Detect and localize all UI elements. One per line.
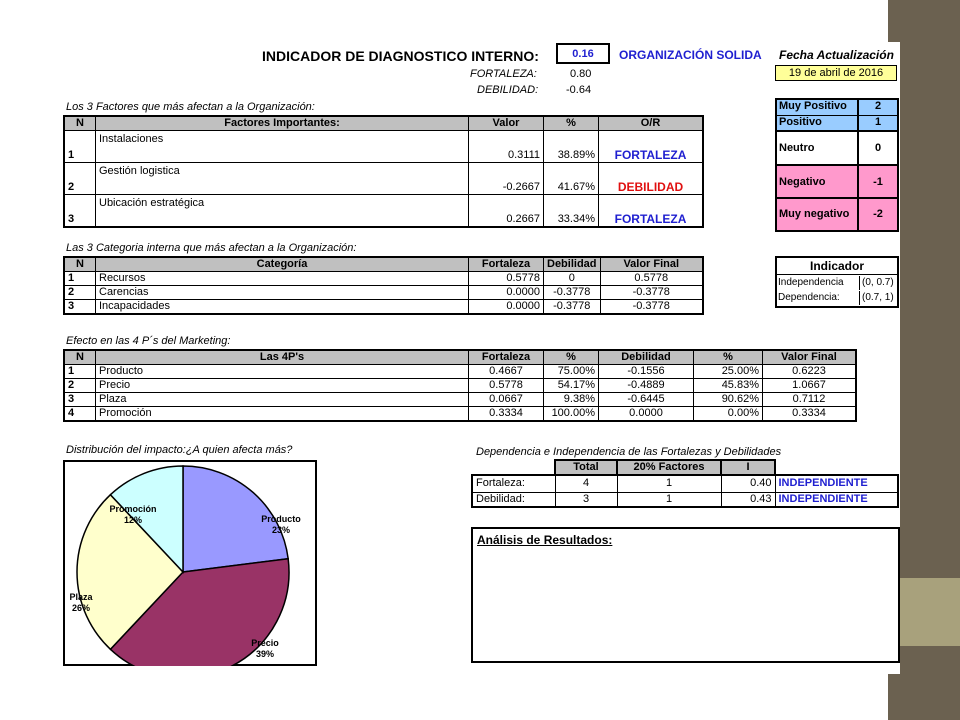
column-header: I <box>721 460 775 475</box>
fortaleza-value: 0.80 <box>570 68 592 80</box>
pie-label-plaza: Plaza 26% <box>69 592 93 613</box>
analisis-box <box>471 527 900 663</box>
table-row <box>64 272 703 286</box>
table-row <box>64 379 856 393</box>
column-header: Factores Importantes: <box>96 116 469 131</box>
table-row <box>64 407 856 422</box>
marketing-debilidad: -0.1556 <box>599 365 694 379</box>
dependencia-result: INDEPENDIENTE <box>775 492 898 507</box>
marketing-pct2: 90.62% <box>694 393 763 407</box>
factor-or: FORTALEZA <box>599 131 704 163</box>
scale-legend <box>775 98 899 232</box>
factor-name: Instalaciones <box>96 131 469 163</box>
categories-table <box>63 256 704 315</box>
dependencia-i: 0.40 <box>721 475 775 492</box>
factors-caption: Los 3 Factores que más afectan a la Organización: <box>66 101 315 113</box>
row-number: 4 <box>64 407 96 422</box>
table-header-row <box>64 257 703 272</box>
indicador-label: Independencia <box>778 277 844 288</box>
row-number: 1 <box>64 365 96 379</box>
dependencia-label: Debilidad: <box>472 492 555 507</box>
empty-header <box>775 460 898 475</box>
marketing-pct2: 25.00% <box>694 365 763 379</box>
marketing-pct1: 54.17% <box>544 379 599 393</box>
table-row <box>64 393 856 407</box>
marketing-caption: Efecto en las 4 P´s del Marketing: <box>66 335 231 347</box>
slide-sidebar-accent <box>900 578 960 646</box>
dependencia-i: 0.43 <box>721 492 775 507</box>
dependencia-factores: 1 <box>617 475 721 492</box>
table-row <box>472 475 898 492</box>
row-number: 1 <box>64 272 96 286</box>
pie-label-precio: Precio 39% <box>251 638 279 659</box>
column-header: Debilidad <box>544 257 601 272</box>
row-number: 3 <box>64 393 96 407</box>
marketing-pct1: 100.00% <box>544 407 599 422</box>
factor-or: FORTALEZA <box>599 195 704 227</box>
table-header-row <box>472 460 898 475</box>
column-header: % <box>694 350 763 365</box>
fecha-box <box>775 65 897 81</box>
scale-label: Positivo <box>777 116 859 132</box>
row-number: 2 <box>64 379 96 393</box>
pie-caption: Distribución del impacto:¿A quien afecta más? <box>66 444 293 456</box>
dependencia-factores: 1 <box>617 492 721 507</box>
marketing-debilidad: -0.4889 <box>599 379 694 393</box>
scale-value: 2 <box>859 100 897 116</box>
category-name: Incapacidades <box>96 300 469 315</box>
factors-table <box>63 115 704 228</box>
marketing-name: Producto <box>96 365 469 379</box>
category-name: Recursos <box>96 272 469 286</box>
table-header-row <box>64 350 856 365</box>
scale-label: Muy negativo <box>777 199 859 230</box>
scale-label: Muy Positivo <box>777 100 859 116</box>
row-number: 2 <box>64 286 96 300</box>
organization-status: ORGANIZACIÓN SOLIDA <box>619 48 762 62</box>
category-fortaleza: 0.5778 <box>469 272 544 286</box>
row-number: 3 <box>64 195 96 227</box>
column-header: 20% Factores <box>617 460 721 475</box>
column-header: Valor Final <box>763 350 857 365</box>
fecha-value: 19 de abril de 2016 <box>788 67 884 79</box>
category-fortaleza: 0.0000 <box>469 286 544 300</box>
column-header: Debilidad <box>599 350 694 365</box>
marketing-table <box>63 349 857 422</box>
table-header-row <box>64 116 703 131</box>
category-debilidad: 0 <box>544 272 601 286</box>
dependencia-total: 3 <box>555 492 617 507</box>
categories-caption: Las 3 Categoria interna que más afectan a la Organización: <box>66 242 357 254</box>
table-row <box>64 300 703 315</box>
column-header: Fortaleza <box>469 350 544 365</box>
dependencia-total: 4 <box>555 475 617 492</box>
marketing-name: Promoción <box>96 407 469 422</box>
category-debilidad: -0.3778 <box>544 300 601 315</box>
factor-pct: 41.67% <box>544 163 599 195</box>
factor-or: DEBILIDAD <box>599 163 704 195</box>
marketing-pct1: 9.38% <box>544 393 599 407</box>
column-header: Las 4P's <box>96 350 469 365</box>
column-header: % <box>544 350 599 365</box>
pie-label-producto: Producto 23% <box>261 514 301 535</box>
marketing-fortaleza: 0.5778 <box>469 379 544 393</box>
column-header: N <box>64 257 96 272</box>
column-header: O/R <box>599 116 704 131</box>
marketing-fortaleza: 0.3334 <box>469 407 544 422</box>
factor-pct: 33.34% <box>544 195 599 227</box>
factor-valor: 0.3111 <box>469 131 544 163</box>
table-row <box>64 131 703 163</box>
marketing-final: 0.3334 <box>763 407 857 422</box>
fortaleza-label: FORTALEZA: <box>470 68 537 80</box>
dependencia-caption: Dependencia e Independencia de las Fortalezas y Debilidades <box>476 446 782 458</box>
category-final: 0.5778 <box>600 272 703 286</box>
indicador-label: Dependencia: <box>778 292 840 303</box>
marketing-fortaleza: 0.0667 <box>469 393 544 407</box>
marketing-pct1: 75.00% <box>544 365 599 379</box>
column-header: Valor Final <box>600 257 703 272</box>
category-final: -0.3778 <box>600 300 703 315</box>
pie-chart <box>63 460 317 666</box>
scale-label: Negativo <box>777 166 859 199</box>
marketing-pct2: 0.00% <box>694 407 763 422</box>
column-header: Total <box>555 460 617 475</box>
factor-name: Gestión logistica <box>96 163 469 195</box>
factor-valor: 0.2667 <box>469 195 544 227</box>
table-row <box>64 163 703 195</box>
scale-value: 0 <box>859 132 897 166</box>
fecha-label: Fecha Actualización <box>779 48 894 62</box>
category-fortaleza: 0.0000 <box>469 300 544 315</box>
factor-name: Ubicación estratégica <box>96 195 469 227</box>
diagnostic-value: 0.16 <box>572 48 594 60</box>
dependencia-label: Fortaleza: <box>472 475 555 492</box>
category-debilidad: -0.3778 <box>544 286 601 300</box>
table-row <box>472 492 898 507</box>
column-header: N <box>64 350 96 365</box>
divider <box>777 274 897 275</box>
pie-label-promoción: Promoción 12% <box>109 504 157 525</box>
category-final: -0.3778 <box>600 286 703 300</box>
marketing-debilidad: 0.0000 <box>599 407 694 422</box>
column-header: % <box>544 116 599 131</box>
scale-label: Neutro <box>777 132 859 166</box>
marketing-name: Plaza <box>96 393 469 407</box>
scale-value: -1 <box>859 166 897 199</box>
table-row <box>64 365 856 379</box>
marketing-debilidad: -0.6445 <box>599 393 694 407</box>
factor-pct: 38.89% <box>544 131 599 163</box>
marketing-name: Precio <box>96 379 469 393</box>
marketing-final: 0.7112 <box>763 393 857 407</box>
marketing-fortaleza: 0.4667 <box>469 365 544 379</box>
scale-value: 1 <box>859 116 897 132</box>
indicador-title: Indicador <box>809 259 864 273</box>
column-header: Categoría <box>96 257 469 272</box>
diagnostic-value-box <box>556 43 610 64</box>
marketing-final: 1.0667 <box>763 379 857 393</box>
row-number: 1 <box>64 131 96 163</box>
dependencia-table <box>471 459 899 508</box>
debilidad-value: -0.64 <box>566 84 592 96</box>
indicador-range: (0, 0.7) <box>859 276 894 290</box>
marketing-final: 0.6223 <box>763 365 857 379</box>
debilidad-label: DEBILIDAD: <box>477 84 539 96</box>
column-header: N <box>64 116 96 131</box>
marketing-pct2: 45.83% <box>694 379 763 393</box>
table-row <box>64 286 703 300</box>
row-number: 2 <box>64 163 96 195</box>
column-header: Fortaleza <box>469 257 544 272</box>
indicador-box <box>775 256 899 308</box>
diagnostic-title: INDICADOR DE DIAGNOSTICO INTERNO: <box>262 48 539 64</box>
dependencia-result: INDEPENDIENTE <box>775 475 898 492</box>
category-name: Carencias <box>96 286 469 300</box>
pie-slices <box>77 466 289 666</box>
factor-valor: -0.2667 <box>469 163 544 195</box>
indicador-range: (0.7, 1) <box>859 291 894 305</box>
scale-value: -2 <box>859 199 897 230</box>
row-number: 3 <box>64 300 96 315</box>
empty-header <box>472 460 555 475</box>
analisis-title: Análisis de Resultados: <box>477 533 613 547</box>
column-header: Valor <box>469 116 544 131</box>
table-row <box>64 195 703 227</box>
